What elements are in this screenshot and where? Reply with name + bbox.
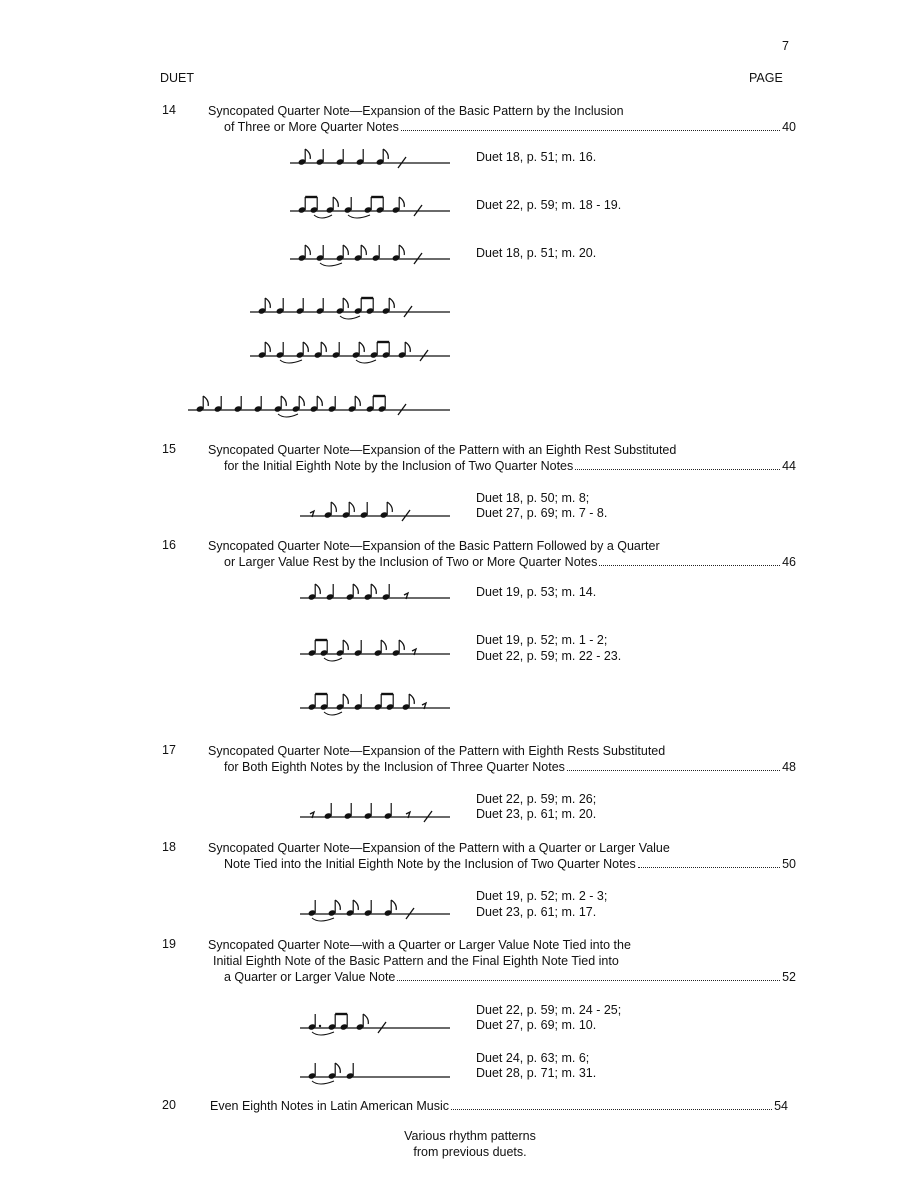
duet-reference: Duet 22, p. 59; m. 18 - 19. [476,198,622,212]
duet-reference: Duet 24, p. 63; m. 6; [476,1051,590,1065]
section-title-line: for Both Eighth Notes by the Inclusion of Three Quarter Notes [224,760,565,774]
toc-entry [224,458,796,474]
rhythm-pattern [300,688,450,718]
section-title [208,538,796,570]
page-ref: 50 [782,857,796,871]
section-number: 17 [162,743,176,757]
section-title-line: a Quarter or Larger Value Note [224,970,396,984]
section-title [208,442,796,474]
section-number: 14 [162,103,176,117]
duet-reference: Duet 22, p. 59; m. 24 - 25; [476,1003,622,1017]
section-title-line: Syncopated Quarter Note—with a Quarter or Larger Value Note Tied into the [208,938,631,952]
toc-entry [224,759,796,775]
dot-leader [451,1109,772,1110]
footer-line: from previous duets. [413,1145,527,1159]
header-page: PAGE [749,71,783,85]
rhythm-pattern [290,191,450,221]
rhythm-pattern [300,578,450,608]
duet-reference: Duet 19, p. 52; m. 1 - 2; [476,633,608,647]
section-title-line: Syncopated Quarter Note—Expansion of the Pattern with a Quarter or Larger Value [208,841,670,855]
section-title-line: Initial Eighth Note of the Basic Pattern and the Final Eighth Note Tied into [213,954,619,968]
rhythm-pattern [300,894,450,924]
duet-reference: Duet 22, p. 59; m. 26; [476,792,597,806]
duet-reference: Duet 19, p. 52; m. 2 - 3; [476,889,608,903]
rhythm-pattern [290,239,450,269]
dot-leader [575,469,780,470]
dot-leader [567,770,780,771]
duet-reference: Duet 18, p. 51; m. 20. [476,246,597,260]
duet-reference: Duet 22, p. 59; m. 22 - 23. [476,649,622,663]
section-title [208,937,796,985]
toc-entry [224,554,796,570]
section-title-line: Even Eighth Notes in Latin American Music [210,1099,450,1113]
page-ref: 52 [782,970,796,984]
toc-entry [210,1098,788,1114]
dot-leader [599,565,780,566]
duet-reference: Duet 23, p. 61; m. 17. [476,905,597,919]
dot-leader [638,867,780,868]
duet-reference: Duet 18, p. 51; m. 16. [476,150,597,164]
duet-reference: Duet 27, p. 69; m. 10. [476,1018,597,1032]
duet-reference: Duet 27, p. 69; m. 7 - 8. [476,506,608,520]
duet-reference: Duet 18, p. 50; m. 8; [476,491,590,505]
section-number: 20 [162,1098,176,1112]
footer-line: Various rhythm patterns [404,1129,536,1143]
page-ref: 46 [782,555,796,569]
rhythm-pattern [250,292,450,322]
page-ref: 54 [774,1099,788,1113]
page-ref: 48 [782,760,796,774]
section-title-line: Syncopated Quarter Note—Expansion of the Basic Pattern Followed by a Quarter [208,539,660,553]
section-title [208,103,796,135]
section-title-line: Syncopated Quarter Note—Expansion of the Basic Pattern by the Inclusion [208,104,624,118]
rhythm-pattern [300,634,450,664]
section-title-line: of Three or More Quarter Notes [224,120,399,134]
page-number: 7 [782,39,789,53]
rhythm-pattern [300,797,450,827]
rhythm-pattern [188,390,450,420]
dot-leader [401,130,780,131]
toc-entry [224,969,796,985]
dot-leader [397,980,780,981]
section-number: 16 [162,538,176,552]
header-duet: DUET [160,71,195,85]
section-title-line: Note Tied into the Initial Eighth Note by the Inclusion of Two Quarter Notes [224,857,636,871]
page-ref: 44 [782,459,796,473]
rhythm-pattern [300,1057,450,1087]
rhythm-pattern [290,143,450,173]
toc-entry [224,856,796,872]
duet-reference: Duet 23, p. 61; m. 20. [476,807,597,821]
section-number: 15 [162,442,176,456]
section-title-line: Syncopated Quarter Note—Expansion of the Pattern with an Eighth Rest Substituted [208,443,677,457]
section-title-line: or Larger Value Rest by the Inclusion of Two or More Quarter Notes [224,555,598,569]
rhythm-pattern [300,496,450,526]
section-title [208,743,796,775]
rhythm-pattern [250,336,450,366]
page-ref: 40 [782,120,796,134]
section-number: 18 [162,840,176,854]
rhythm-pattern [300,1008,450,1038]
duet-reference: Duet 19, p. 53; m. 14. [476,585,597,599]
section-title [210,1098,788,1114]
section-title-line: Syncopated Quarter Note—Expansion of the Pattern with Eighth Rests Substituted [208,744,666,758]
section-title [208,840,796,872]
footer-note [0,1128,900,1160]
toc-entry [224,119,796,135]
section-number: 19 [162,937,176,951]
section-title-line: for the Initial Eighth Note by the Inclusion of Two Quarter Notes [224,459,574,473]
duet-reference: Duet 28, p. 71; m. 31. [476,1066,597,1080]
